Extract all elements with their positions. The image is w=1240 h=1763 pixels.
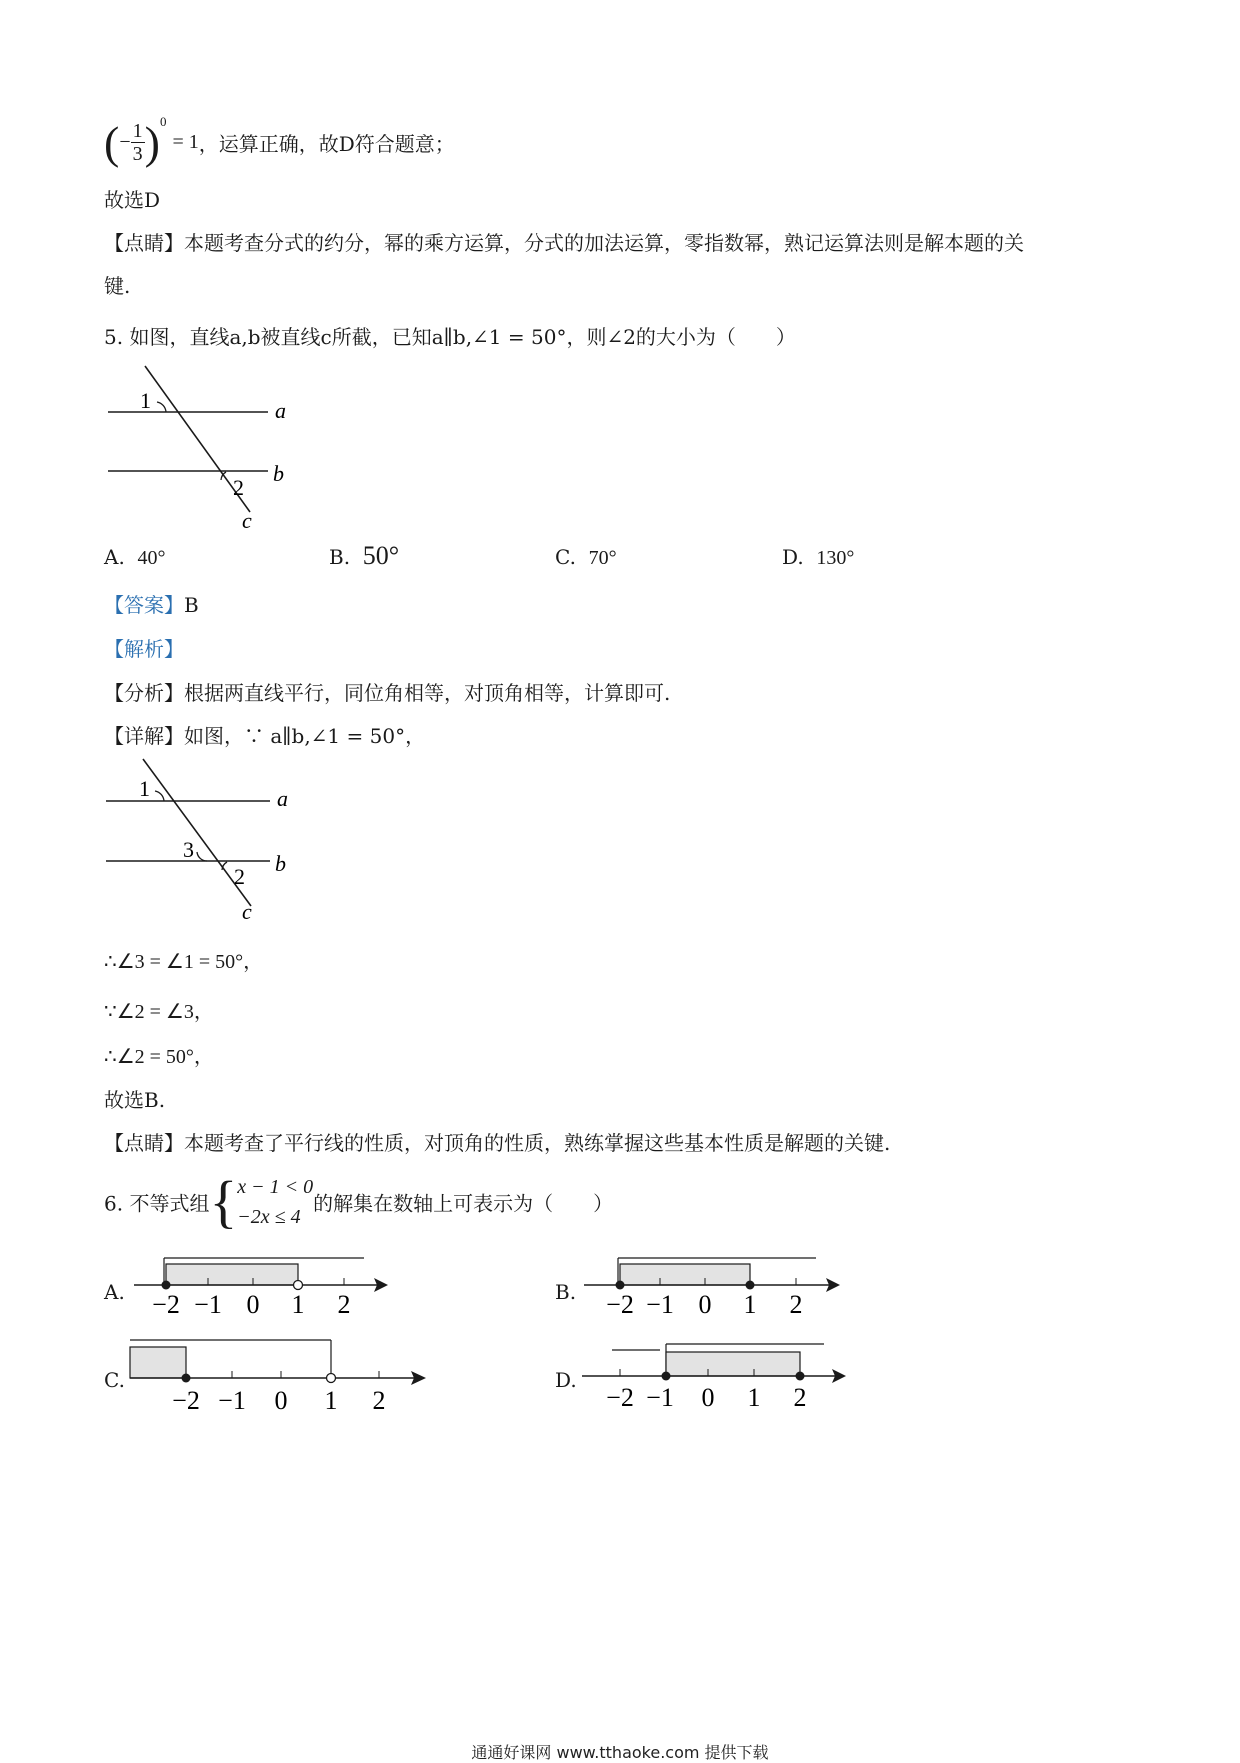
- angle-1-arc: [155, 791, 164, 801]
- zero-power-result: = 1: [172, 131, 199, 153]
- q5-option-d: [782, 545, 854, 570]
- q4-choose: 故选D: [104, 188, 161, 212]
- angle-1-label: 1: [140, 388, 151, 413]
- open-endpoint: [327, 1374, 336, 1383]
- label-b: b: [273, 461, 284, 486]
- solution-region: [620, 1264, 750, 1285]
- q5-analysis-tag: 【解析】: [104, 637, 184, 661]
- tick-label: 2: [372, 1386, 386, 1415]
- q5-question: 5. 如图，直线a,b被直线c所截，已知a∥b,∠1 = 50°，则∠2的大小为（ ）: [104, 325, 796, 349]
- detail-text: 如图，∵ a∥b,∠1 = 50°，: [184, 724, 426, 748]
- closed-endpoint: [662, 1372, 671, 1381]
- exponent: 0: [159, 114, 167, 130]
- q5-figure-parallel-lines: [100, 364, 300, 534]
- q5-step-2: ∵∠2 = ∠3，: [104, 1001, 214, 1023]
- option-c-value: 70°: [588, 547, 617, 569]
- q5-step-1: ∴∠3 = ∠1 = 50°，: [104, 951, 264, 973]
- label-c: c: [242, 899, 252, 924]
- tick-label: 1: [291, 1290, 305, 1319]
- fraction-denominator: 3: [132, 143, 143, 165]
- q6-option-c-label: C.: [104, 1368, 125, 1392]
- tick-label: 0: [701, 1383, 715, 1412]
- label-a: a: [275, 398, 286, 423]
- tick-label: 1: [743, 1290, 757, 1319]
- tick-label: −2: [152, 1290, 180, 1319]
- answer-value: B: [184, 593, 199, 617]
- q5-step-3: ∴∠2 = 50°，: [104, 1046, 214, 1068]
- answer-tag: 【答案】: [104, 593, 184, 617]
- tick-label: 1: [324, 1386, 338, 1415]
- q6-option-a-label: A.: [104, 1280, 125, 1304]
- tick-label: −1: [218, 1386, 246, 1415]
- q6-question: [104, 1169, 614, 1236]
- closed-endpoint: [162, 1281, 171, 1290]
- page-footer: 通通好课网 www.tthaoke.com 提供下载: [471, 1743, 769, 1762]
- solution-region: [666, 1352, 800, 1376]
- q5-comment: [104, 1127, 890, 1156]
- option-a-value: 40°: [137, 547, 166, 569]
- tick-label: −2: [606, 1383, 634, 1412]
- angle-2-label: 2: [233, 475, 244, 500]
- tick-label: −2: [172, 1386, 200, 1415]
- q5-option-c: [555, 545, 617, 570]
- inequality-2: −2x ≤ 4: [237, 1206, 301, 1228]
- comment-text: 本题考查了平行线的性质，对顶角的性质，熟练掌握这些基本性质是解题的关键.: [184, 1131, 891, 1155]
- tick-label: 1: [747, 1383, 761, 1412]
- option-b-label: B.: [329, 545, 351, 569]
- q6-option-c-number-line: [126, 1330, 436, 1420]
- angle-3-label: 3: [183, 837, 194, 862]
- right-paren: ): [144, 117, 160, 168]
- closed-endpoint: [746, 1281, 755, 1290]
- zero-power-line: [104, 116, 455, 172]
- q6-suffix: 的解集在数轴上可表示为（ ）: [313, 1191, 614, 1216]
- q4-comment-line-2: 键.: [104, 274, 131, 298]
- left-paren: (: [104, 117, 120, 168]
- angle-2-label: 2: [234, 864, 245, 889]
- q4-comment-line-1: [104, 227, 1024, 256]
- inequality-1: x − 1 < 0: [237, 1176, 314, 1198]
- option-b-value: 50°: [362, 541, 400, 570]
- q5-detail: [104, 720, 425, 749]
- option-a-label: A.: [104, 545, 125, 569]
- tick-label: 0: [246, 1290, 260, 1319]
- comment-tag: 【点睛】: [104, 1131, 184, 1155]
- solution-region: [166, 1264, 298, 1285]
- q5-figure-solution: [100, 756, 300, 924]
- fraction-numerator: 1: [132, 120, 143, 142]
- q6-option-d-number-line: [578, 1336, 858, 1416]
- q5-fenxi: [104, 677, 670, 706]
- q6-option-a-number-line: [126, 1250, 396, 1330]
- q6-option-d-label: D.: [555, 1368, 577, 1392]
- tick-label: 2: [337, 1290, 351, 1319]
- tick-label: −1: [194, 1290, 222, 1319]
- option-d-value: 130°: [816, 547, 855, 569]
- label-c: c: [242, 508, 252, 533]
- q4-comment-tag: 【点睛】: [104, 231, 184, 255]
- closed-endpoint: [616, 1281, 625, 1290]
- detail-tag: 【详解】: [104, 724, 184, 748]
- tick-label: 2: [789, 1290, 803, 1319]
- tick-label: 0: [274, 1386, 288, 1415]
- fraction: [131, 120, 145, 165]
- q5-answer: [104, 589, 199, 618]
- closed-endpoint: [182, 1374, 191, 1383]
- q5-choose: 故选B.: [104, 1088, 166, 1112]
- tick-label: −2: [606, 1290, 634, 1319]
- tick-label: 0: [698, 1290, 712, 1319]
- closed-endpoint: [796, 1372, 805, 1381]
- solution-region: [130, 1347, 186, 1378]
- label-b: b: [275, 851, 286, 876]
- tick-label: −1: [646, 1383, 674, 1412]
- angle-1-label: 1: [139, 776, 150, 801]
- tick-label: −1: [646, 1290, 674, 1319]
- system-brace: {: [209, 1169, 238, 1234]
- option-d-label: D.: [782, 545, 804, 569]
- minus-sign: −: [119, 131, 131, 153]
- fenxi-text: 根据两直线平行，同位角相等，对顶角相等，计算即可.: [184, 681, 671, 705]
- tick-label: 2: [793, 1383, 807, 1412]
- q4-comment-text: 本题考查分式的约分，幂的乘方运算，分式的加法运算，零指数幂，熟记运算法则是解本题的关: [184, 231, 1024, 255]
- option-c-label: C.: [555, 545, 576, 569]
- inequality-system: [237, 1172, 313, 1232]
- fenxi-tag: 【分析】: [104, 681, 184, 705]
- q5-option-a: [104, 545, 166, 570]
- q6-option-b-number-line: [578, 1250, 848, 1330]
- q6-option-b-label: B.: [555, 1280, 577, 1304]
- label-a: a: [277, 786, 288, 811]
- open-endpoint: [294, 1281, 303, 1290]
- angle-3-arc: [197, 852, 207, 861]
- q6-prefix: 6. 不等式组: [104, 1191, 210, 1216]
- zero-power-conclusion: ，运算正确，故D符合题意；: [198, 132, 455, 156]
- angle-1-arc: [157, 402, 166, 412]
- q5-option-b: [329, 541, 399, 571]
